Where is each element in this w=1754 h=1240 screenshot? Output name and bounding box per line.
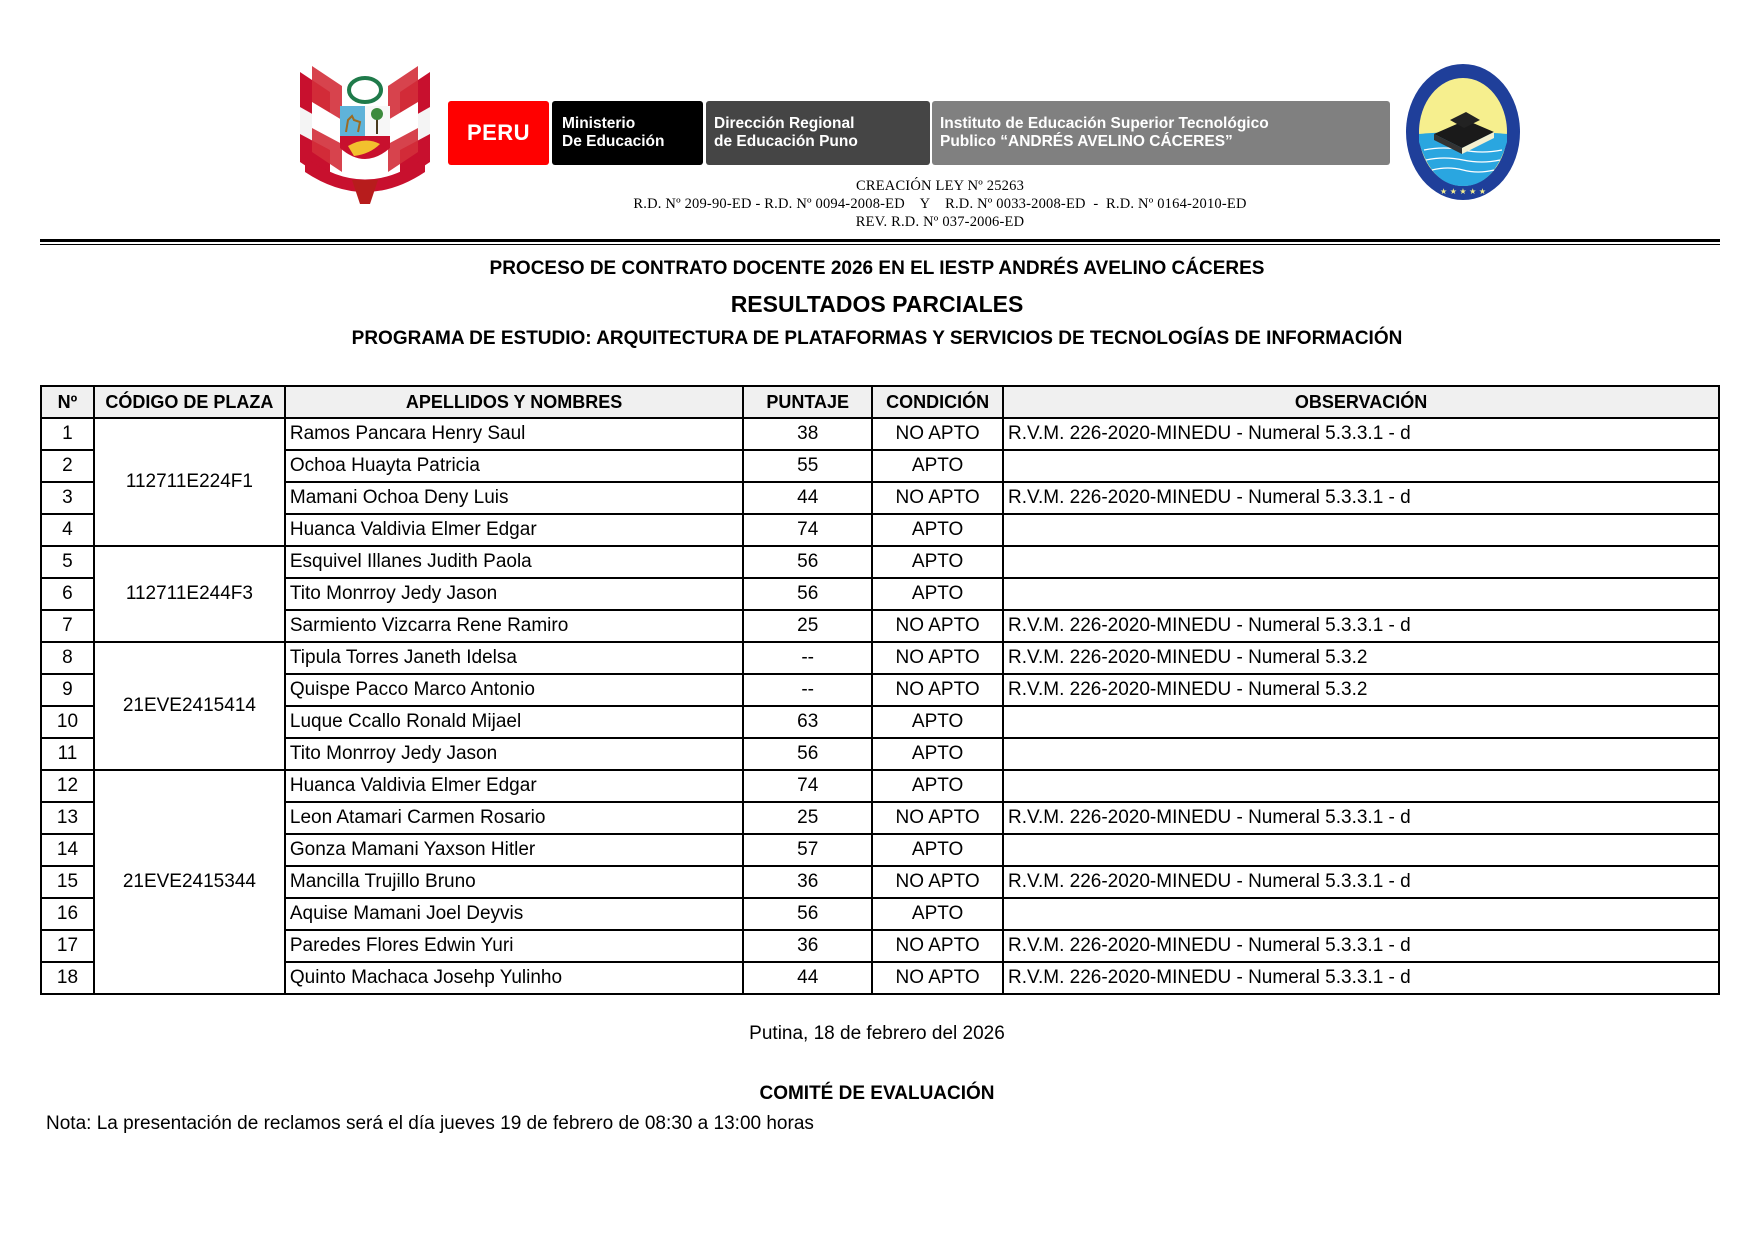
- row-number: 14: [41, 834, 94, 866]
- applicant-name: Huanca Valdivia Elmer Edgar: [285, 770, 743, 802]
- regional-line-1: Dirección Regional: [714, 115, 855, 132]
- condition: NO APTO: [872, 610, 1003, 642]
- row-number: 4: [41, 514, 94, 546]
- row-number: 11: [41, 738, 94, 770]
- score: 25: [743, 802, 872, 834]
- condition: APTO: [872, 706, 1003, 738]
- row-number: 1: [41, 418, 94, 450]
- condition: NO APTO: [872, 930, 1003, 962]
- row-number: 13: [41, 802, 94, 834]
- evaluation-committee: COMITÉ DE EVALUACIÓN: [759, 1083, 995, 1104]
- legal-revision-line: REV. R.D. Nº 037-2006-ED: [855, 214, 1025, 230]
- condition: NO APTO: [872, 866, 1003, 898]
- table-row: [41, 610, 1719, 642]
- table-header-row: [41, 386, 1719, 418]
- institute-line-2: Publico “ANDRÉS AVELINO CÁCERES”: [940, 133, 1233, 150]
- row-number: 15: [41, 866, 94, 898]
- applicant-name: Mancilla Trujillo Bruno: [285, 866, 743, 898]
- ministry-line-2: De Educación: [562, 133, 665, 150]
- condition: APTO: [872, 738, 1003, 770]
- plaza-code: 21EVE2415344: [94, 770, 285, 994]
- table-row: [41, 962, 1719, 994]
- applicant-name: Huanca Valdivia Elmer Edgar: [285, 514, 743, 546]
- score: 55: [743, 450, 872, 482]
- table-row: [41, 898, 1719, 930]
- observation: [1003, 514, 1719, 546]
- svg-text:★ ★ ★ ★ ★: ★ ★ ★ ★ ★: [1439, 187, 1487, 196]
- observation: R.V.M. 226-2020-MINEDU - Numeral 5.3.3.1 - d: [1003, 482, 1719, 514]
- peru-banner-text: PERU: [466, 120, 531, 145]
- observation: R.V.M. 226-2020-MINEDU - Numeral 5.3.2: [1003, 674, 1719, 706]
- row-number: 12: [41, 770, 94, 802]
- score: 56: [743, 578, 872, 610]
- results-table: [40, 385, 1720, 995]
- observation: [1003, 834, 1719, 866]
- applicant-name: Leon Atamari Carmen Rosario: [285, 802, 743, 834]
- score: --: [743, 642, 872, 674]
- applicant-name: Tipula Torres Janeth Idelsa: [285, 642, 743, 674]
- row-number: 2: [41, 450, 94, 482]
- score: 56: [743, 898, 872, 930]
- regional-line-2: de Educación Puno: [714, 133, 858, 150]
- condition: APTO: [872, 834, 1003, 866]
- score: 57: [743, 834, 872, 866]
- score: 56: [743, 738, 872, 770]
- ministry-line-1: Ministerio: [562, 115, 636, 132]
- table-row: [41, 706, 1719, 738]
- header-divider-thick: [40, 239, 1720, 242]
- score: 44: [743, 962, 872, 994]
- condition: NO APTO: [872, 802, 1003, 834]
- score: 74: [743, 514, 872, 546]
- row-number: 16: [41, 898, 94, 930]
- observation: R.V.M. 226-2020-MINEDU - Numeral 5.3.2: [1003, 642, 1719, 674]
- applicant-name: Esquivel Illanes Judith Paola: [285, 546, 743, 578]
- place-and-date: Putina, 18 de febrero del 2026: [749, 1023, 1005, 1044]
- table-row: [41, 546, 1719, 578]
- condition: NO APTO: [872, 482, 1003, 514]
- condition: NO APTO: [872, 962, 1003, 994]
- applicant-name: Luque Ccallo Ronald Mijael: [285, 706, 743, 738]
- header-divider-thin: [40, 244, 1720, 245]
- score: 74: [743, 770, 872, 802]
- applicant-name: Tito Monrroy Jedy Jason: [285, 578, 743, 610]
- applicant-name: Gonza Mamani Yaxson Hitler: [285, 834, 743, 866]
- column-header-score: PUNTAJE: [743, 386, 872, 418]
- table-row: [41, 930, 1719, 962]
- score: 56: [743, 546, 872, 578]
- observation: [1003, 546, 1719, 578]
- column-header-code: CÓDIGO DE PLAZA: [94, 386, 285, 418]
- applicant-name: Ramos Pancara Henry Saul: [285, 418, 743, 450]
- score: --: [743, 674, 872, 706]
- observation: [1003, 898, 1719, 930]
- condition: APTO: [872, 898, 1003, 930]
- column-header-condition: CONDICIÓN: [872, 386, 1003, 418]
- observation: R.V.M. 226-2020-MINEDU - Numeral 5.3.3.1 - d: [1003, 930, 1719, 962]
- peru-banner: [448, 101, 549, 165]
- observation: [1003, 578, 1719, 610]
- institute-line-1: Instituto de Educación Superior Tecnológico: [940, 115, 1269, 132]
- condition: APTO: [872, 578, 1003, 610]
- score: 36: [743, 866, 872, 898]
- table-row: [41, 738, 1719, 770]
- row-number: 7: [41, 610, 94, 642]
- applicant-name: Quinto Machaca Josehp Yulinho: [285, 962, 743, 994]
- condition: APTO: [872, 546, 1003, 578]
- condition: NO APTO: [872, 674, 1003, 706]
- applicant-name: Tito Monrroy Jedy Jason: [285, 738, 743, 770]
- table-row: [41, 418, 1719, 450]
- score: 36: [743, 930, 872, 962]
- condition: APTO: [872, 770, 1003, 802]
- column-header-name: APELLIDOS Y NOMBRES: [285, 386, 743, 418]
- observation: R.V.M. 226-2020-MINEDU - Numeral 5.3.3.1 - d: [1003, 418, 1719, 450]
- table-row: [41, 674, 1719, 706]
- applicant-name: Quispe Pacco Marco Antonio: [285, 674, 743, 706]
- results-title: RESULTADOS PARCIALES: [730, 291, 1024, 317]
- column-header-observation: OBSERVACIÓN: [1003, 386, 1719, 418]
- table-row: [41, 770, 1719, 802]
- applicant-name: Sarmiento Vizcarra Rene Ramiro: [285, 610, 743, 642]
- applicant-name: Mamani Ochoa Deny Luis: [285, 482, 743, 514]
- observation: R.V.M. 226-2020-MINEDU - Numeral 5.3.3.1 - d: [1003, 866, 1719, 898]
- score: 38: [743, 418, 872, 450]
- observation: [1003, 706, 1719, 738]
- table-row: [41, 482, 1719, 514]
- process-title: PROCESO DE CONTRATO DOCENTE 2026 EN EL IESTP ANDRÉS AVELINO CÁCERES: [489, 258, 1265, 279]
- applicant-name: Paredes Flores Edwin Yuri: [285, 930, 743, 962]
- table-row: [41, 802, 1719, 834]
- score: 25: [743, 610, 872, 642]
- legal-resolutions-line: R.D. Nº 209-90-ED - R.D. Nº 0094-2008-ED Y R.D. Nº 0033-2008-ED - R.D. Nº 0164-2010-ED: [633, 196, 1247, 212]
- observation: [1003, 450, 1719, 482]
- column-header-number: Nº: [41, 386, 94, 418]
- table-row: [41, 450, 1719, 482]
- regional-direction-banner: [706, 101, 930, 165]
- observation: R.V.M. 226-2020-MINEDU - Numeral 5.3.3.1 - d: [1003, 962, 1719, 994]
- score: 63: [743, 706, 872, 738]
- row-number: 3: [41, 482, 94, 514]
- condition: NO APTO: [872, 418, 1003, 450]
- row-number: 5: [41, 546, 94, 578]
- condition: NO APTO: [872, 642, 1003, 674]
- observation: [1003, 770, 1719, 802]
- row-number: 17: [41, 930, 94, 962]
- row-number: 18: [41, 962, 94, 994]
- table-row: [41, 642, 1719, 674]
- claims-note: Nota: La presentación de reclamos será el día jueves 19 de febrero de 08:30 a 13:00 horas: [46, 1113, 814, 1134]
- row-number: 10: [41, 706, 94, 738]
- observation: [1003, 738, 1719, 770]
- row-number: 8: [41, 642, 94, 674]
- applicant-name: Ochoa Huayta Patricia: [285, 450, 743, 482]
- ministry-banner: [552, 101, 703, 165]
- table-row: [41, 834, 1719, 866]
- row-number: 6: [41, 578, 94, 610]
- plaza-code: 112711E244F3: [94, 546, 285, 642]
- condition: APTO: [872, 450, 1003, 482]
- program-title: PROGRAMA DE ESTUDIO: ARQUITECTURA DE PLATAFORMAS Y SERVICIOS DE TECNOLOGÍAS DE INFORMACIÓN: [351, 328, 1403, 349]
- applicant-name: Aquise Mamani Joel Deyvis: [285, 898, 743, 930]
- plaza-code: 112711E224F1: [94, 418, 285, 546]
- institute-banner: [932, 101, 1390, 165]
- condition: APTO: [872, 514, 1003, 546]
- table-row: [41, 866, 1719, 898]
- observation: R.V.M. 226-2020-MINEDU - Numeral 5.3.3.1 - d: [1003, 802, 1719, 834]
- table-row: [41, 578, 1719, 610]
- score: 44: [743, 482, 872, 514]
- legal-creation-line: CREACIÓN LEY Nº 25263: [855, 178, 1025, 194]
- plaza-code: 21EVE2415414: [94, 642, 285, 770]
- row-number: 9: [41, 674, 94, 706]
- observation: R.V.M. 226-2020-MINEDU - Numeral 5.3.3.1 - d: [1003, 610, 1719, 642]
- table-row: [41, 514, 1719, 546]
